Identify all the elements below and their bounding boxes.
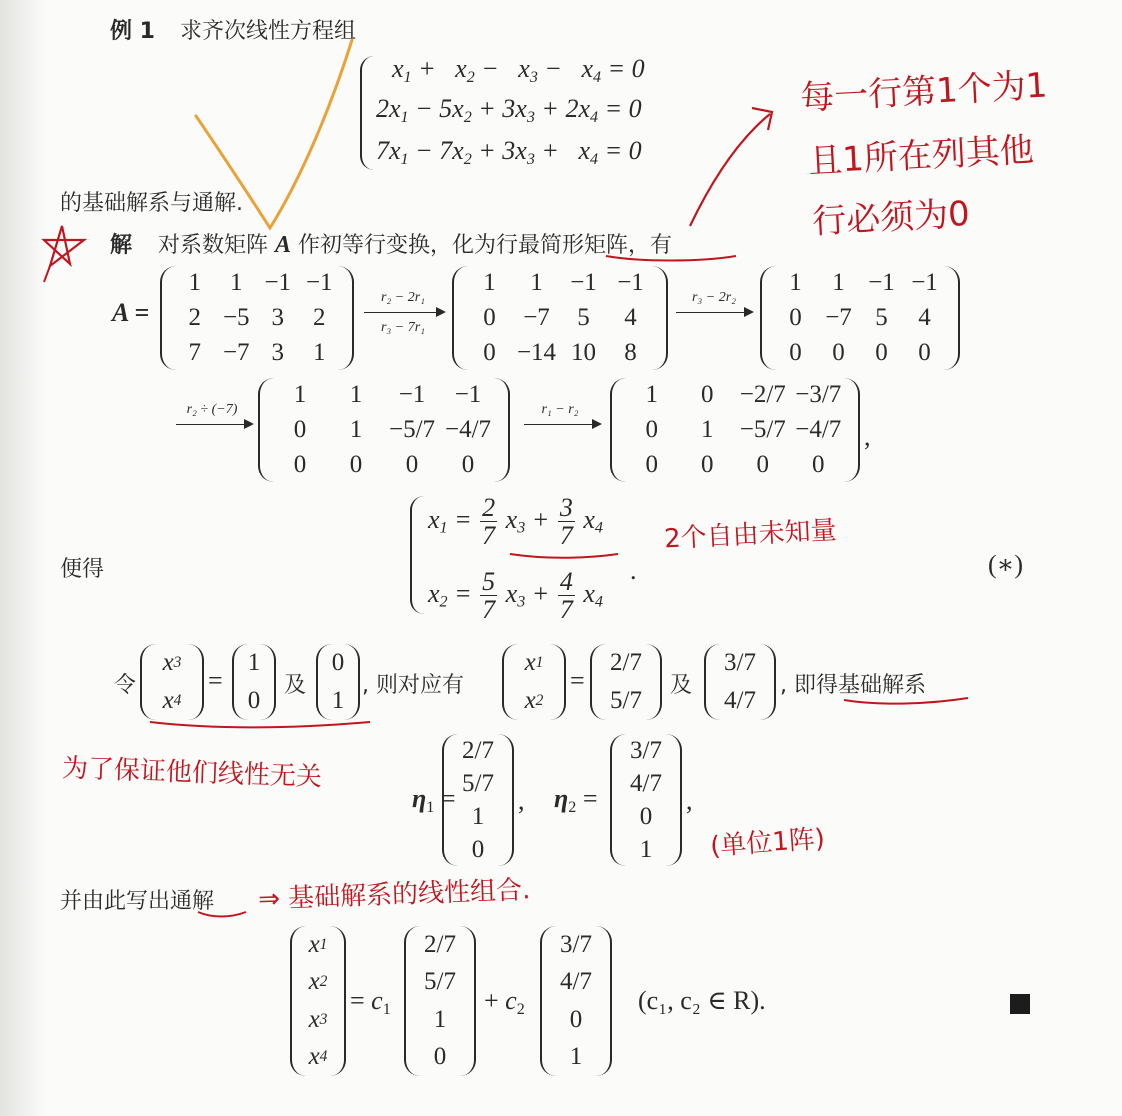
op-r3-2r2: r₃ − 2r₂ [691,290,737,305]
matrix-entry: 0 [471,835,485,863]
matrix-entry: 0 [918,338,931,366]
matrix-entry: 0 [789,338,802,366]
matrix-entry: 0 [701,381,714,409]
matrix-entry: 5 [875,303,888,331]
matrix-entry: 1 [569,1043,583,1071]
matrix-entry: 7 [188,338,201,366]
matrix-entry: −1 [570,269,597,297]
matrix-entry: 4 [624,303,637,331]
matrix-entry: 3/7 [630,736,662,764]
matrix-entry: −3/7 [795,381,842,409]
matrix-entry: 10 [571,338,596,366]
op-r2-2r1: r₂ − 2r₁ [380,290,426,305]
matrix-entry: −1 [868,269,895,297]
eta1-label: $\eta_1$ = [412,784,456,816]
matrix-entry: 1 [471,802,485,830]
matrix-entry: −5/7 [388,415,436,443]
x-vector: x 1 x 2 x 3 x 4 [290,926,346,1076]
then-text: , 则对应有 [362,673,464,698]
equation-1: $x_1 + x_2 - x_3 - x_4 = 0$ [392,54,645,86]
matrix-entry: 0 [701,450,714,478]
matrix-entry: 5/7 [424,968,456,996]
note-rref-line2: 且1所在列其他 [807,130,1035,182]
matrix-entry: 5/7 [462,769,494,797]
matrix-entry: 2/7 [610,649,642,676]
matrix-entry: 0 [789,303,802,331]
matrix-entry: 1 [349,415,363,443]
eta2-label: $\eta_2$ = [554,784,598,816]
matrix-entry: 2 [188,303,201,331]
matrix-entry: 1 [645,381,658,409]
matrix-entry: 1 [789,269,802,297]
matrix-entry: 0 [483,303,496,331]
matrix-entry: 4/7 [560,968,592,996]
matrix-entry: 1 [331,687,345,714]
matrix-entry: 1 [188,269,201,297]
matrix-entry: 1 [639,835,653,863]
matrix-entry: −2/7 [739,381,786,409]
matrix-entry: 0 [483,338,496,366]
matrix-entry: 0 [875,338,888,366]
example-label: 例 1 [110,19,155,44]
matrix-entry: 0 [405,450,419,478]
matrix-entry: 3 [271,338,284,366]
op-r2-div-minus7: r₂ ÷ (−7) [186,402,238,417]
matrix-entry: −1 [398,381,426,409]
matrix-entry: 4/7 [630,769,662,797]
note-rref-line1: 每一行第1个为1 [799,65,1049,119]
matrix-entry: −1 [264,269,292,297]
equation-2: $2x_1 - 5x_2 + 3x_3 + 2x_4 = 0$ [376,94,642,126]
eq-sign-2: = [570,666,585,695]
comma-1: , [518,786,525,815]
matrix-entry: 0 [645,415,658,443]
matrix-entry: 0 [645,450,658,478]
matrix-entry: 1 [530,269,543,297]
equation-3: $7x_1 - 7x_2 + 3x_3 + x_4 = 0$ [376,136,642,168]
matrix-entry: 2 [313,303,326,331]
matrix-entry: 0 [461,450,475,478]
note-free-unknowns: 2个自由未知量 [663,515,838,555]
matrix-A-label: A = [112,298,150,327]
matrix-entry: 0 [812,450,825,478]
let-word: 令 [114,673,137,698]
get-basis-text: , 即得基础解系 [780,673,926,698]
matrix-entry: 1 [349,381,363,409]
matrix-entry: −14 [516,338,557,366]
c-condition: (c₁, c₂ ∈ R). [638,986,766,1015]
matrix-entry: 0 [569,1005,583,1033]
matrix-entry: 1 [230,269,243,297]
matrix-entry: 0 [293,450,307,478]
eq-sign-1: = [208,666,223,695]
matrix-entry: 2/7 [424,930,456,958]
and-word-1: 及 [284,673,307,698]
matrix-entry: −7 [825,303,852,331]
equation-tag: (∗) [988,550,1023,579]
matrix-entry: 0 [832,338,845,366]
matrix-entry: 3/7 [560,930,592,958]
matrix-entry: 4 [918,303,931,331]
matrix-comma: , [864,422,871,451]
matrix-entry: 1 [701,415,714,443]
matrix-entry: 1 [293,381,307,409]
vector-x3-x4: x 3 x 4 [140,644,204,720]
note-linear-combination: ⇒ 基础解系的线性组合. [257,875,531,915]
matrix-entry: −4/7 [444,415,492,443]
matrix-entry: 5/7 [610,687,642,714]
c2-label: + $c_2$ [484,986,525,1018]
matrix-entry: 0 [331,649,345,676]
note-linear-independence: 为了保证他们线性无关 [61,753,323,793]
solution-label: 解 [110,233,133,258]
matrix-entry: 0 [433,1043,447,1071]
matrix-entry: 0 [349,450,363,478]
matrix-entry: −5 [222,303,250,331]
matrix-entry: −1 [617,269,644,297]
op-r3-7r1: r₃ − 7r₁ [380,320,426,335]
op-r1-r2: r₁ − r₂ [541,402,579,417]
prompt-tail: 的基础解系与通解. [60,191,243,216]
note-rref-line3: 行必须为0 [811,193,971,243]
matrix-entry: 1 [433,1005,447,1033]
c1-label: = $c_1$ [350,986,391,1018]
matrix-entry: −1 [305,269,333,297]
matrix-entry: 0 [247,687,261,714]
matrix-entry: −7 [222,338,250,366]
matrix-entry: 0 [293,415,307,443]
note-identity: (单位1阵) [709,824,826,862]
matrix-entry: −1 [911,269,938,297]
vector-x1-x2: x 1 x 2 [502,644,566,720]
matrix-entry: 3 [271,303,284,331]
matrix-entry: 5 [577,303,590,331]
matrix-entry: 1 [483,269,496,297]
comma-2: , [686,786,693,815]
matrix-entry: 1 [247,649,261,676]
matrix-entry: −4/7 [795,415,842,443]
matrix-entry: 8 [624,338,637,366]
matrix-entry: −5/7 [739,415,786,443]
example-prompt: 求齐次线性方程组 [180,19,357,44]
matrix-entry: −7 [523,303,550,331]
matrix-entry: 1 [313,338,326,366]
solution-x1: $x_1$ = $\frac{2}{7}$ $x_3$ + $\frac{3}{7}$ $x_4$ [428,493,603,551]
matrix-entry: 0 [639,802,653,830]
matrix-entry: 0 [756,450,769,478]
general-text: 并由此写出通解 [60,889,215,914]
matrix-entry: 2/7 [462,736,494,764]
matrix-entry: −1 [454,381,482,409]
matrix-entry: 4/7 [724,687,756,714]
solution-intro: 对系数矩阵 A 作初等行变换，化为行最简形矩阵，有 [158,232,673,258]
get-text: 便得 [60,557,105,582]
period: . [630,556,637,585]
matrix-entry: 3/7 [724,649,756,676]
and-word-2: 及 [670,673,693,698]
matrix-entry: 1 [832,269,845,297]
solution-x2: $x_2$ = $\frac{5}{7}$ $x_3$ + $\frac{4}{7}$ $x_4$ [428,567,603,625]
